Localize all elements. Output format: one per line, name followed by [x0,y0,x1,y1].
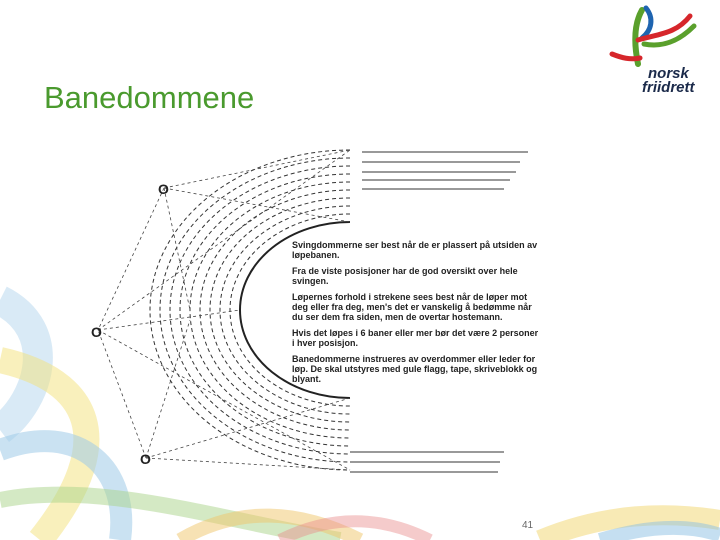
norsk-friidrett-logo [598,4,716,100]
athlete-figure-icon [598,4,716,70]
diagram-notes [292,240,542,390]
page-number: 41 [522,520,534,531]
judge-position-2: O [91,324,102,340]
note-5: Banedommerne instrueres av overdommer eller leder for løp. De skal utstyres med gule flagg, tape, skriveblokk og blyant. [292,354,538,384]
note-2: Fra de viste posisjoner har de god oversikt over hele svingen. [292,266,518,286]
judge-position-1: O [158,181,169,197]
logo-text-friidrett: friidrett [642,79,695,96]
logo-text-norsk: norsk [648,65,689,82]
note-3: Løpernes forhold i strekene sees best når de løper mot deg eller fra deg, men's det er vanskelig å bedømme når du ser dem fra siden, men de overtar hostemann. [292,292,532,322]
note-4: Hvis det løpes i 6 baner eller mer bør det være 2 personer i hver posisjon. [292,328,539,348]
note-1: Svingdommerne ser best når de er plassert på utsiden av løpebanen. [292,240,538,260]
slide-title: Banedommene [44,80,255,115]
judge-position-3: O [140,451,151,467]
